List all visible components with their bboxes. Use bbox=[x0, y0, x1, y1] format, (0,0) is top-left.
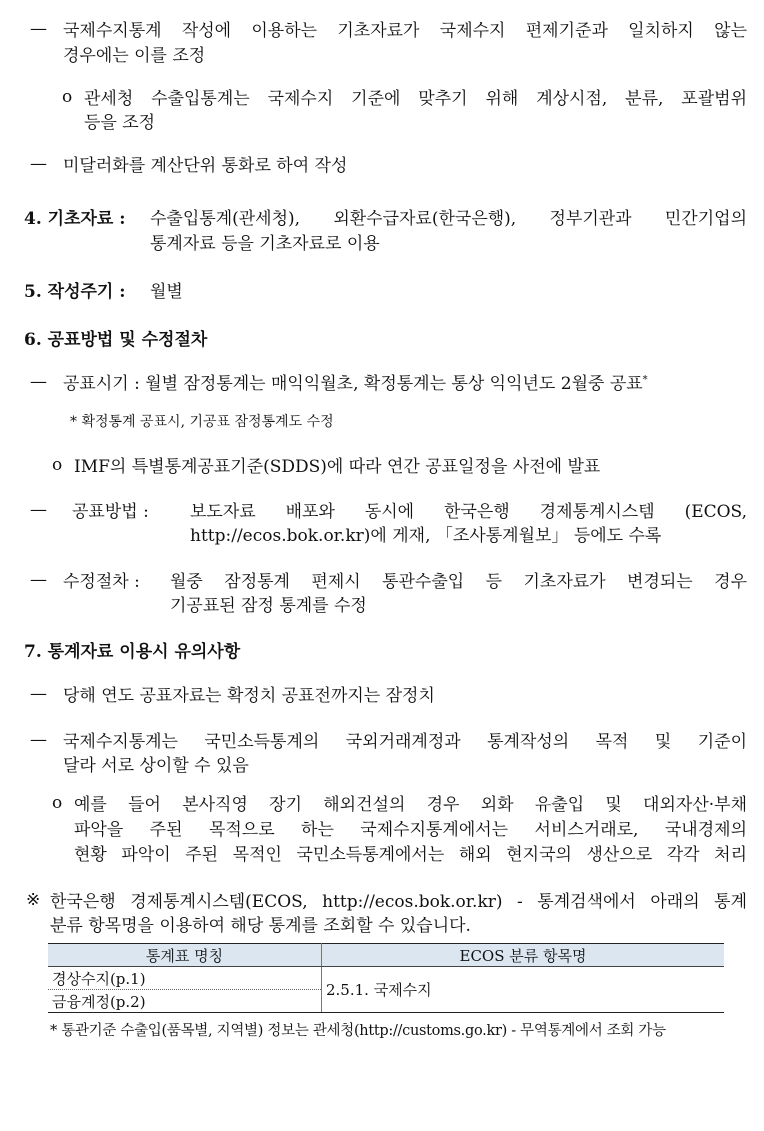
section5-text: 월별 bbox=[150, 282, 183, 302]
dash-marker: — bbox=[30, 372, 47, 392]
table-header-ecos: ECOS 분류 항목명 bbox=[322, 944, 725, 967]
customs-footnote: * 통관기준 수출입(품목별, 지역별) 정보는 관세청(http://customs.go.kr) - 무역통계에서 조회 가능 bbox=[50, 1023, 666, 1039]
timing-footnote: * 확정통계 공표시, 기공표 잠정통계도 수정 bbox=[70, 414, 334, 430]
table-header-name: 통계표 명칭 bbox=[48, 944, 322, 967]
ecos-classification-table bbox=[48, 943, 724, 1013]
dash-marker: — bbox=[30, 684, 47, 704]
section4-line2: 통계자료 등을 기초자료로 이용 bbox=[150, 234, 380, 254]
dash-marker: — bbox=[30, 730, 47, 750]
publication-method-line2: http://ecos.bok.or.kr)에 게재, 「조사통계월보」 등에도 수록 bbox=[190, 526, 662, 546]
intro-bullet1-line1: 관세청 수출입통계는 국제수지 기준에 맞추기 위해 계상시점, 분류, 포괄범위 bbox=[84, 89, 747, 109]
section5-heading: 5. 작성주기 : bbox=[24, 282, 126, 302]
intro-item1-line2: 경우에는 이를 조정 bbox=[63, 46, 206, 66]
dash-marker: — bbox=[30, 570, 47, 590]
section7-item2-line1: 국제수지통계는 국민소득통계의 국외거래계정과 통계작성의 목적 및 기준이 bbox=[63, 732, 747, 752]
table-cell-financial-account: 금융계정(p.2) bbox=[48, 990, 322, 1013]
intro-bullet1-line2: 등을 조정 bbox=[84, 113, 156, 133]
table-row bbox=[48, 967, 724, 990]
section6-heading: 6. 공표방법 및 수정절차 bbox=[24, 330, 208, 350]
section7-item1-text: 당해 연도 공표자료는 확정치 공표전까지는 잠정치 bbox=[63, 686, 435, 706]
reference-mark: ※ bbox=[26, 890, 41, 910]
section7-bullet-line1: 예를 들어 본사직영 장기 해외건설의 경우 외화 유출입 및 대외자산·부채 bbox=[74, 795, 747, 815]
revision-procedure-line1: 월중 잠정통계 편제시 통관수출입 등 기초자료가 변경되는 경우 bbox=[170, 572, 747, 592]
publication-method-line1: 보도자료 배포와 동시에 한국은행 경제통계시스템 (ECOS, bbox=[190, 502, 747, 522]
section7-heading: 7. 통계자료 이용시 유의사항 bbox=[24, 642, 241, 662]
ecos-note-line2: 분류 항목명을 이용하여 해당 통계를 조회할 수 있습니다. bbox=[50, 916, 471, 936]
dash-marker: — bbox=[30, 154, 47, 174]
bullet-marker: o bbox=[62, 87, 73, 107]
table-header-row bbox=[48, 944, 724, 967]
bullet-marker: o bbox=[52, 793, 63, 813]
revision-procedure-line2: 기공표된 잠정 통계를 수정 bbox=[170, 596, 367, 616]
dash-marker: — bbox=[30, 500, 47, 520]
publication-method-label: 공표방법 : bbox=[72, 502, 149, 522]
table-cell-ecos-item: 2.5.1. 국제수지 bbox=[322, 967, 725, 1013]
dash-marker: — bbox=[30, 19, 47, 39]
intro-item2-text: 미달러화를 계산단위 통화로 하여 작성 bbox=[63, 156, 348, 176]
table-cell-current-account: 경상수지(p.1) bbox=[48, 967, 322, 990]
section7-bullet-line2: 파악을 주된 목적으로 하는 국제수지통계에서는 서비스거래로, 국내경제의 bbox=[74, 820, 747, 840]
intro-item1-line1: 국제수지통계 작성에 이용하는 기초자료가 국제수지 편제기준과 일치하지 않는 bbox=[63, 21, 747, 41]
section4-line1: 수출입통계(관세청), 외환수급자료(한국은행), 정부기관과 민간기업의 bbox=[150, 209, 747, 229]
imf-sdds-text: IMF의 특별통계공표기준(SDDS)에 따라 연간 공표일정을 사전에 발표 bbox=[74, 457, 601, 477]
section4-heading: 4. 기초자료 : bbox=[24, 209, 126, 229]
bullet-marker: o bbox=[52, 455, 63, 475]
revision-procedure-label: 수정절차 : bbox=[63, 572, 140, 592]
section7-item2-line2: 달라 서로 상이할 수 있음 bbox=[63, 756, 249, 776]
section7-bullet-line3: 현황 파악이 주된 목적인 국민소득통계에서는 해외 현지국의 생산으로 각각 처리 bbox=[74, 845, 747, 865]
publication-timing bbox=[63, 372, 648, 396]
publication-timing-text: 공표시기 : 월별 잠정통계는 매익익월초, 확정통계는 통상 익익년도 2월중 공표 bbox=[63, 374, 643, 394]
footnote-marker: * bbox=[642, 374, 648, 386]
ecos-note-line1: 한국은행 경제통계시스템(ECOS, http://ecos.bok.or.kr) - 통계검색에서 아래의 통계 bbox=[50, 892, 747, 912]
